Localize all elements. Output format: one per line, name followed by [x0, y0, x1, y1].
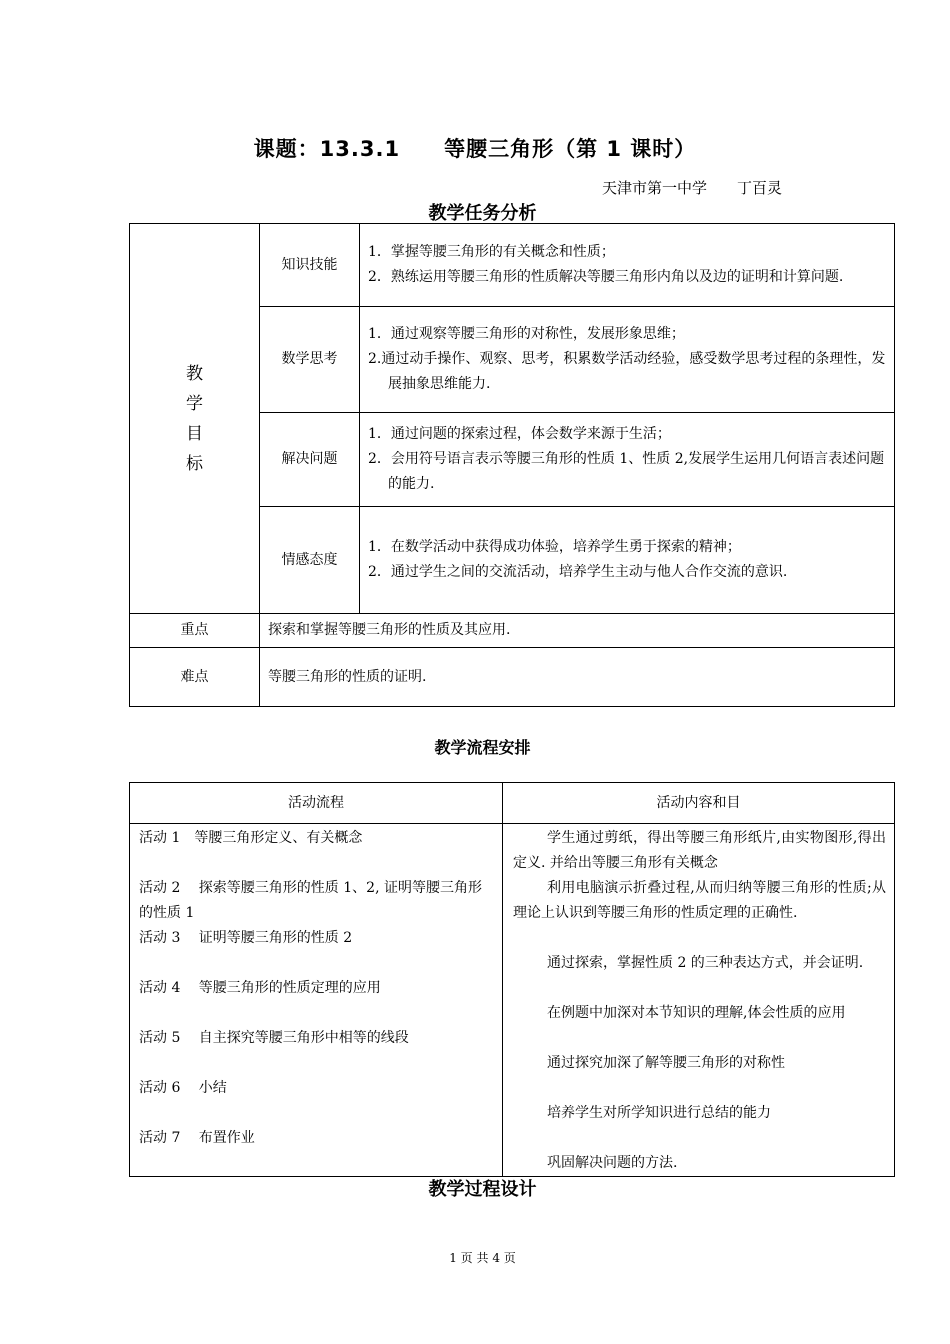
list-item: 活动 7 布置作业 [139, 1130, 255, 1146]
list-item: 活动 3 证明等腰三角形的性质 2 [139, 930, 353, 946]
task-analysis-heading: 教学任务分析 [428, 203, 537, 224]
list-item: 利用电脑演示折叠过程,从而归纳等腰三角形的性质;从理论上认识到等腰三角形的性质定理的正确性. [513, 880, 886, 921]
key-point-label: 重点 [130, 614, 260, 648]
list-item: 学生通过剪纸，得出等腰三角形纸片,由实物图形,得出定义. 并给出等腰三角形有关概念 [513, 830, 886, 871]
flow-col-content-header: 活动内容和目 [503, 783, 895, 824]
goal-category: 数学思考 [260, 307, 360, 413]
flow-col-activity-header: 活动流程 [130, 783, 503, 824]
list-item: 巩固解决问题的方法. [547, 1155, 678, 1171]
flow-heading: 教学流程安排 [434, 738, 531, 757]
list-item: 活动 2 探索等腰三角形的性质 1、2, 证明等腰三角形的性质 1 [139, 880, 482, 921]
key-point-text: 探索和掌握等腰三角形的性质及其应用. [260, 614, 895, 648]
lesson-title: 课题：13.3.1 等腰三角形（第 1 课时） [253, 137, 697, 161]
activity-list [130, 824, 503, 1177]
goal-category: 解决问题 [260, 413, 360, 507]
goal-category: 情感态度 [260, 507, 360, 614]
list-item: 培养学生对所学知识进行总结的能力 [547, 1105, 771, 1121]
goal-content: 1．通过观察等腰三角形的对称性，发展形象思维； 2.通过动手操作、观察、思考，积累数学活动经验，感受数学思考过程的条理性，发展抽象思维能力. [360, 307, 895, 413]
process-heading: 教学过程设计 [428, 1179, 537, 1200]
difficulty-label: 难点 [130, 648, 260, 707]
list-item: 活动 4 等腰三角形的性质定理的应用 [139, 980, 381, 996]
list-item: 活动 1 等腰三角形定义、有关概念 [139, 830, 363, 846]
goal-content: 1．掌握等腰三角形的有关概念和性质； 2．熟练运用等腰三角形的性质解决等腰三角形内角以及边的证明和计算问题. [360, 224, 895, 307]
list-item: 活动 6 小结 [139, 1080, 227, 1096]
list-item: 通过探究加深了解等腰三角形的对称性 [547, 1055, 785, 1071]
task-analysis-table [129, 223, 895, 707]
list-item: 在例题中加深对本节知识的理解,体会性质的应用 [547, 1005, 846, 1021]
goal-content: 1．在数学活动中获得成功体验，培养学生勇于探索的精神； 2．通过学生之间的交流活动，培养学生主动与他人合作交流的意识. [360, 507, 895, 614]
activity-description-list [503, 824, 895, 1177]
author-line: 天津市第一中学 丁百灵 [602, 179, 783, 197]
goal-content: 1．通过问题的探索过程，体会数学来源于生活； 2．会用符号语言表示等腰三角形的性质 1、性质 2,发展学生运用几何语言表述问题的能力. [360, 413, 895, 507]
teaching-goal-label: 教 学 目 标 [130, 224, 260, 614]
list-item: 活动 5 自主探究等腰三角形中相等的线段 [139, 1030, 409, 1046]
page-footer: 1 页 共 4 页 [449, 1251, 516, 1265]
flow-table [129, 782, 895, 1177]
list-item: 通过探索，掌握性质 2 的三种表达方式，并会证明. [547, 955, 864, 971]
goal-category: 知识技能 [260, 224, 360, 307]
difficulty-text: 等腰三角形的性质的证明. [260, 648, 895, 707]
